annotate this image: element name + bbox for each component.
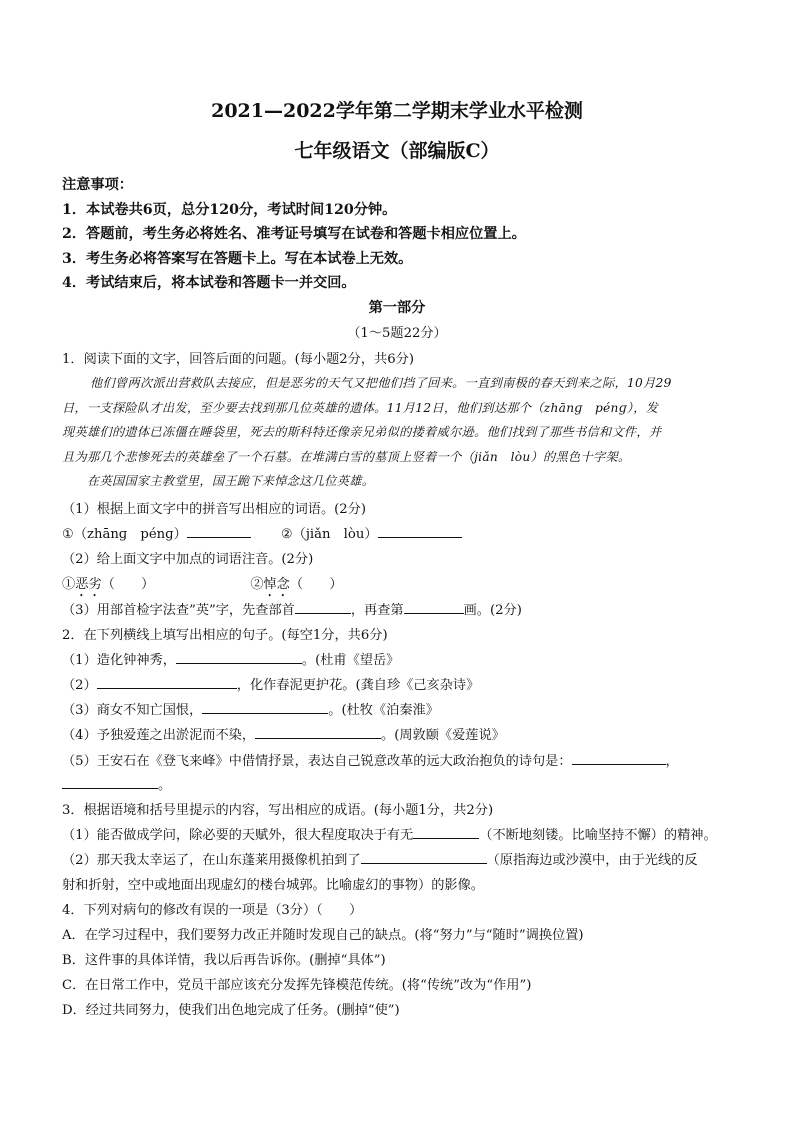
answer-blank[interactable] <box>572 751 666 765</box>
answer-blank[interactable] <box>176 650 302 664</box>
exam-subtitle: 七年级语文（部编版C） <box>294 140 500 162</box>
question-2-line: （2） ，化作春泥更护花。(龚自珍《己亥杂诗》 <box>62 674 479 693</box>
passage-line: 日，一支探险队才出发，至少要去找到那几位英雄的遗体。11月12日，他们到达那个（zhānɡ pénɡ），发 <box>62 401 659 415</box>
question-1-sub1-answers <box>62 523 462 542</box>
passage-line: 现英雄们的遗体已冻僵在睡袋里，死去的斯科特还像亲兄弟似的搂着威尔逊。他们找到了那些书信和文件，并 <box>62 425 662 439</box>
question-3-line: 射和折射，空中或地面出现虚幻的楼台城郭。比喻虚幻的事物）的影像。 <box>62 878 484 893</box>
answer-blank[interactable] <box>202 700 328 714</box>
notice-heading: 注意事项： <box>62 177 133 193</box>
answer-blank[interactable] <box>378 524 462 538</box>
dotted-word: 悼念 <box>263 577 290 592</box>
notice-item: 4．考试结束后，将本试卷和答题卡一并交回。 <box>62 275 356 291</box>
passage-line: 在英国国家主教堂里，国王跪下来悼念这几位英雄。 <box>62 474 375 488</box>
question-2-stem: 2．在下列横线上填写出相应的句子。(每空1分，共6分) <box>62 628 388 643</box>
question-3-line: （1）能否做成学问，除必要的天赋外，很大程度取决于有无 （不断地刻镂。比喻坚持不懈）的精神。 <box>62 824 717 843</box>
question-2-line: （4）予独爱莲之出淤泥而不染， 。(周敦颐《爱莲说》 <box>62 724 505 743</box>
question-1-sub2-answers: ①恶劣（ ） ②悼念（ ） <box>62 577 343 592</box>
dotted-word: 恶劣 <box>75 577 102 592</box>
pinyin-label-2: ②（jiǎn lòu） <box>280 527 378 542</box>
answer-blank[interactable] <box>62 775 158 789</box>
question-3-stem: 3．根据语境和括号里提示的内容，写出相应的成语。(每小题1分，共2分) <box>62 803 494 818</box>
question-4-option-c[interactable]: C．在日常工作中，党员干部应该充分发挥先锋模范传统。(将“传统”改为“作用”) <box>62 978 532 993</box>
question-2-line: （5）王安石在《登飞来峰》中借情抒景，表达自己锐意改革的远大政治抱负的诗句是： ， <box>62 750 679 769</box>
question-4-option-d[interactable]: D．经过共同努力，使我们出色地完成了任务。(删掉“使”) <box>62 1003 400 1018</box>
part-title: 第一部分 <box>368 300 426 316</box>
question-1-stem: 1．阅读下面的文字，回答后面的问题。(每小题2分，共6分) <box>62 352 414 367</box>
answer-paren[interactable]: （ ） <box>289 577 343 592</box>
question-2-line: （1）造化钟神秀， 。(杜甫《望岳》 <box>62 649 399 668</box>
part-range: （1～5题22分） <box>347 326 447 341</box>
answer-blank[interactable] <box>413 825 479 839</box>
answer-blank[interactable] <box>97 675 237 689</box>
passage-line: 且为那几个悲惨死去的英雄垒了一个石墓。在堆满白雪的墓顶上竖着一个（jiǎn lòu）的黑色十字架。 <box>62 450 631 464</box>
question-1-sub1: （1）根据上面文字中的拼音写出相应的词语。(2分) <box>62 502 367 517</box>
passage-line: 他们曾两次派出营救队去接应，但是恶劣的天气又把他们挡了回来。一直到南极的春天到来之际，10月29 <box>90 376 672 390</box>
notice-item: 1．本试卷共6页，总分120分，考试时间120分钟。 <box>62 202 397 218</box>
pinyin-label-1: ①（zhānɡ pénɡ） <box>62 527 187 542</box>
question-2-line: 。 <box>62 774 171 793</box>
question-1-sub2: （2）给上面文字中加点的词语注音。(2分) <box>62 552 314 567</box>
question-2-line: （3）商女不知亡国恨， 。(杜牧《泊秦淮》 <box>62 699 439 718</box>
question-1-sub3: （3）用部首检字法查”英”字，先查部首 ，再查第 画。(2分) <box>62 599 522 618</box>
answer-paren[interactable]: （ ） <box>101 577 155 592</box>
question-4-option-b[interactable]: B．这件事的具体详情，我以后再告诉你。(删掉“具体”) <box>62 953 386 968</box>
question-4-stem: 4．下列对病句的修改有误的一项是（3分）（ ） <box>62 903 363 918</box>
answer-blank[interactable] <box>361 850 487 864</box>
question-3-line: （2）那天我太幸运了，在山东蓬莱用摄像机拍到了 （原指海边或沙漠中，由于光线的反 <box>62 849 698 868</box>
question-4-option-a[interactable]: A．在学习过程中，我们要努力改正并随时发现自己的缺点。(将“努力”与“随时”调换位置) <box>62 928 584 943</box>
exam-title: 2021—2022学年第二学期末学业水平检测 <box>211 100 583 122</box>
notice-item: 2．答题前，考生务必将姓名、准考证号填写在试卷和答题卡相应位置上。 <box>62 226 526 242</box>
answer-blank[interactable] <box>404 600 464 614</box>
answer-blank[interactable] <box>187 524 251 538</box>
answer-blank[interactable] <box>295 600 351 614</box>
notice-item: 3．考生务必将答案写在答题卡上。写在本试卷上无效。 <box>62 251 413 267</box>
answer-blank[interactable] <box>255 725 381 739</box>
